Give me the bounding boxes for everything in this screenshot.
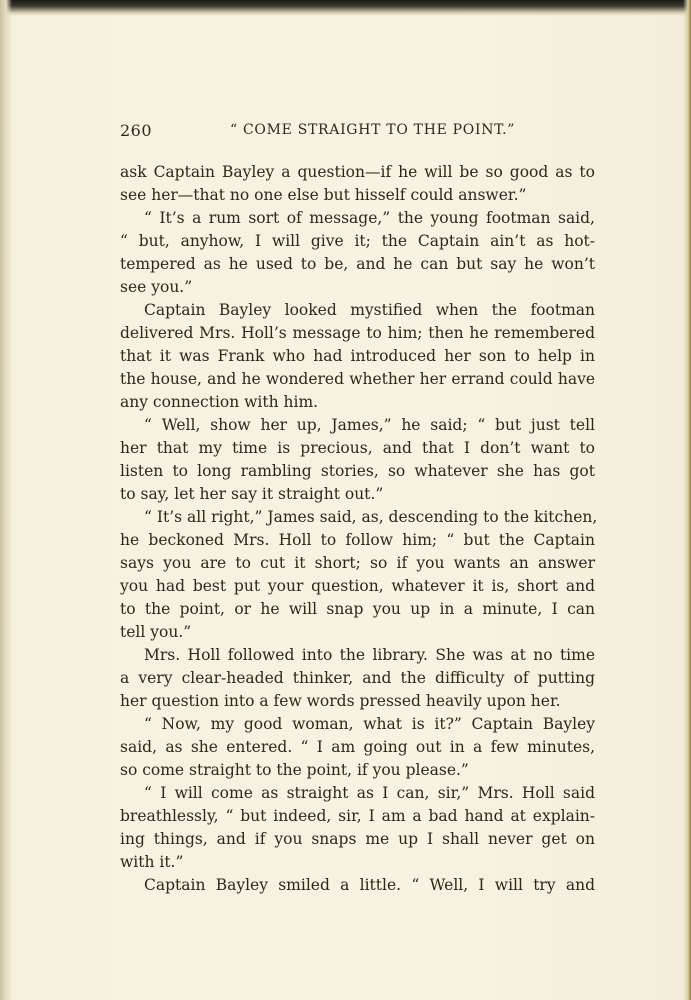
text-line: her question into a few words pressed heavily upon her. — [120, 692, 561, 710]
text-line: see her—that no one else but hisself could answer.” — [120, 186, 527, 204]
text-line: “ Now, my good woman, what is it?” Captain Bayley — [144, 715, 595, 733]
page-right-edge — [683, 0, 691, 1000]
text-line: “ I will come as straight as I can, sir,” Mrs. Holl said — [144, 784, 595, 802]
text-line: says you are to cut it short; so if you wants an answer — [120, 554, 595, 572]
text-line: any connection with him. — [120, 393, 319, 411]
text-line: tempered as he used to be, and he can but say he won’t — [120, 255, 595, 273]
page-header — [120, 121, 595, 143]
text-line: see you.” — [120, 278, 193, 296]
text-line: he beckoned Mrs. Holl to follow him; “ but the Captain — [120, 531, 595, 549]
text-line: “ Well, show her up, James,” he said; “ but just tell — [144, 416, 595, 434]
text-line: listen to long rambling stories, so whatever she has got — [120, 462, 595, 480]
text-line: “ It’s a rum sort of message,” the young footman said, — [144, 209, 595, 227]
text-line: to say, let her say it straight out.” — [120, 485, 384, 503]
text-line: “ It’s all right,” James said, as, descending to the kitchen, — [144, 508, 598, 526]
page-binding-edge — [0, 0, 12, 1000]
body-text — [120, 161, 598, 897]
text-line: “ but, anyhow, I will give it; the Captain ain’t as hot- — [120, 232, 595, 250]
page-top-shadow — [0, 0, 691, 16]
text-line: tell you.” — [120, 623, 192, 641]
text-line: Mrs. Holl followed into the library. She was at no time — [144, 646, 595, 664]
text-line: breathlessly, “ but indeed, sir, I am a bad hand at explain- — [120, 807, 595, 825]
text-line: her that my time is precious, and that I don’t want to — [120, 439, 595, 457]
text-line: ask Captain Bayley a question—if he will be so good as to — [120, 163, 595, 181]
page-number: 260 — [120, 121, 153, 140]
text-line: Captain Bayley looked mystified when the footman — [144, 301, 595, 319]
text-line: ing things, and if you snaps me up I shall never get on — [120, 830, 595, 848]
text-line: said, as she entered. “ I am going out in a few minutes, — [120, 738, 595, 756]
text-line: so come straight to the point, if you please.” — [120, 761, 469, 779]
text-line: you had best put your question, whatever it is, short and — [120, 577, 595, 595]
text-line: to the point, or he will snap you up in a minute, I can — [120, 600, 595, 618]
text-line: that it was Frank who had introduced her son to help in — [120, 347, 595, 365]
text-line: with it.” — [120, 853, 184, 871]
running-head: “ COME STRAIGHT TO THE POINT.” — [230, 122, 516, 138]
text-line: the house, and he wondered whether her errand could have — [120, 370, 595, 388]
text-line: Captain Bayley smiled a little. “ Well, I will try and — [144, 876, 595, 894]
text-line: delivered Mrs. Holl’s message to him; then he remembered — [120, 324, 595, 342]
text-line: a very clear-headed thinker, and the difficulty of putting — [120, 669, 595, 687]
